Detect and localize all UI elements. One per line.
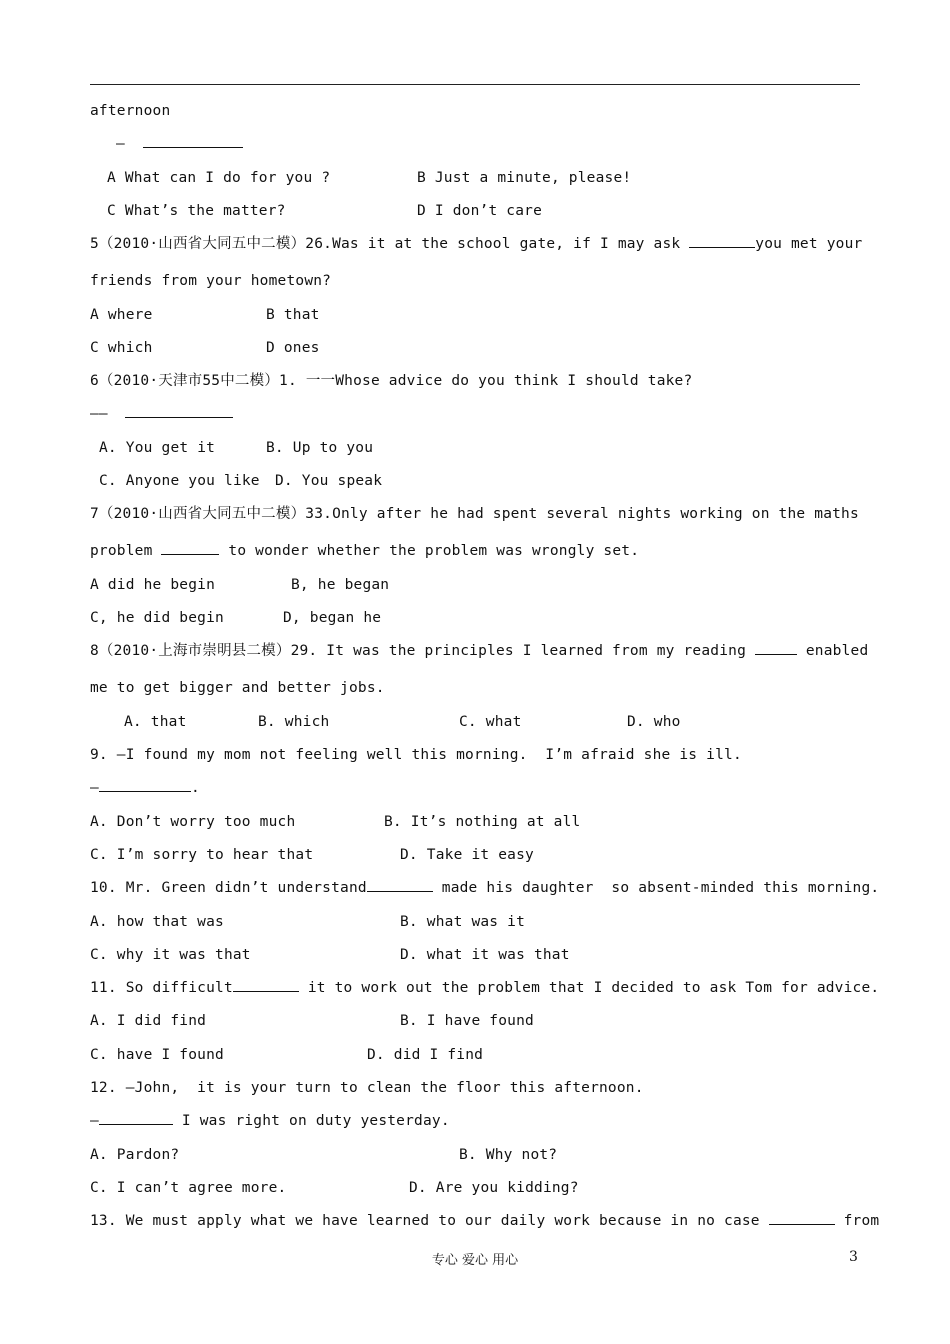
answer-line: ——: [90, 405, 233, 423]
option-c: C, he did begin: [90, 610, 224, 626]
option-a: A. that: [124, 714, 187, 730]
option-d: D. Are you kidding?: [409, 1180, 579, 1196]
option-b: B. which: [258, 714, 330, 730]
option-a: A. I did find: [90, 1013, 207, 1029]
option-d: D. Take it easy: [400, 847, 534, 863]
answer-line: —: [116, 135, 243, 153]
option-b: B. Why not?: [459, 1147, 558, 1163]
question-12: 12. —John, it is your turn to clean the floor this afternoon.: [90, 1080, 644, 1096]
option-b: B, he began: [291, 577, 390, 593]
answer-blank[interactable]: [755, 642, 797, 655]
option-c: C. have I found: [90, 1047, 224, 1063]
option-a: A did he begin: [90, 577, 216, 593]
option-a: A. You get it: [99, 440, 216, 456]
option-c: C. why it was that: [90, 947, 251, 963]
option-b: B. Up to you: [266, 440, 374, 456]
option-d: D. what it was that: [400, 947, 570, 963]
answer-blank[interactable]: [367, 879, 433, 892]
option-c: C. what: [459, 714, 522, 730]
page-footer: 专心 爱心 用心: [431, 1253, 519, 1268]
option-a: A. Don’t worry too much: [90, 814, 296, 830]
option-d: D. did I find: [367, 1047, 484, 1063]
question-5: 5（2010·山西省大同五中二模）26.Was it at the school gate, if I may ask you met your: [90, 236, 863, 252]
answer-blank[interactable]: [99, 1112, 173, 1125]
option-c: C. I can’t agree more.: [90, 1180, 287, 1196]
question-10: 10. Mr. Green didn’t understand made his daughter so absent-minded this morning.: [90, 880, 880, 896]
answer-blank[interactable]: [125, 405, 233, 418]
option-b: B Just a minute, please!: [417, 170, 632, 186]
page-number: 3: [849, 1249, 858, 1265]
answer-line: — .: [90, 780, 200, 796]
question-11: 11. So difficult it to work out the problem that I decided to ask Tom for advice.: [90, 980, 880, 996]
option-d: D I don’t care: [417, 203, 543, 219]
answer-blank[interactable]: [769, 1212, 835, 1225]
option-a: A where: [90, 307, 153, 323]
answer-blank[interactable]: [161, 542, 219, 555]
header-rule: [90, 84, 860, 85]
option-d: D ones: [266, 340, 320, 356]
question-8: 8（2010·上海市崇明县二模）29. It was the principles I learned from my reading enabled: [90, 643, 869, 659]
answer-blank[interactable]: [143, 135, 243, 148]
question-9: 9. —I found my mom not feeling well this morning. I’m afraid she is ill.: [90, 747, 742, 763]
option-b: B that: [266, 307, 320, 323]
option-c: C which: [90, 340, 153, 356]
option-c: C. I’m sorry to hear that: [90, 847, 314, 863]
option-a: A What can I do for you ?: [107, 170, 331, 186]
answer-blank[interactable]: [233, 979, 299, 992]
option-c: C. Anyone you like: [99, 473, 260, 489]
question-7: 7（2010·山西省大同五中二模）33.Only after he had spent several nights working on the maths: [90, 506, 859, 522]
answer-line: — I was right on duty yesterday.: [90, 1113, 450, 1129]
option-b: B. what was it: [400, 914, 526, 930]
answer-blank[interactable]: [99, 779, 191, 792]
text-line: me to get bigger and better jobs.: [90, 680, 385, 696]
option-d: D, began he: [283, 610, 382, 626]
text-line: afternoon: [90, 103, 171, 119]
option-d: D. You speak: [275, 473, 383, 489]
question-13: 13. We must apply what we have learned to our daily work because in no case from: [90, 1213, 880, 1229]
answer-blank[interactable]: [689, 235, 755, 248]
option-b: B. It’s nothing at all: [384, 814, 581, 830]
option-a: A. how that was: [90, 914, 224, 930]
option-a: A. Pardon?: [90, 1147, 180, 1163]
option-c: C What’s the matter?: [107, 203, 286, 219]
text-line: friends from your hometown?: [90, 273, 332, 289]
text-line: problem to wonder whether the problem was wrongly set.: [90, 543, 640, 559]
option-b: B. I have found: [400, 1013, 534, 1029]
question-6: 6（2010·天津市55中二模）1. 一一Whose advice do you think I should take?: [90, 373, 693, 389]
option-d: D. who: [627, 714, 681, 730]
